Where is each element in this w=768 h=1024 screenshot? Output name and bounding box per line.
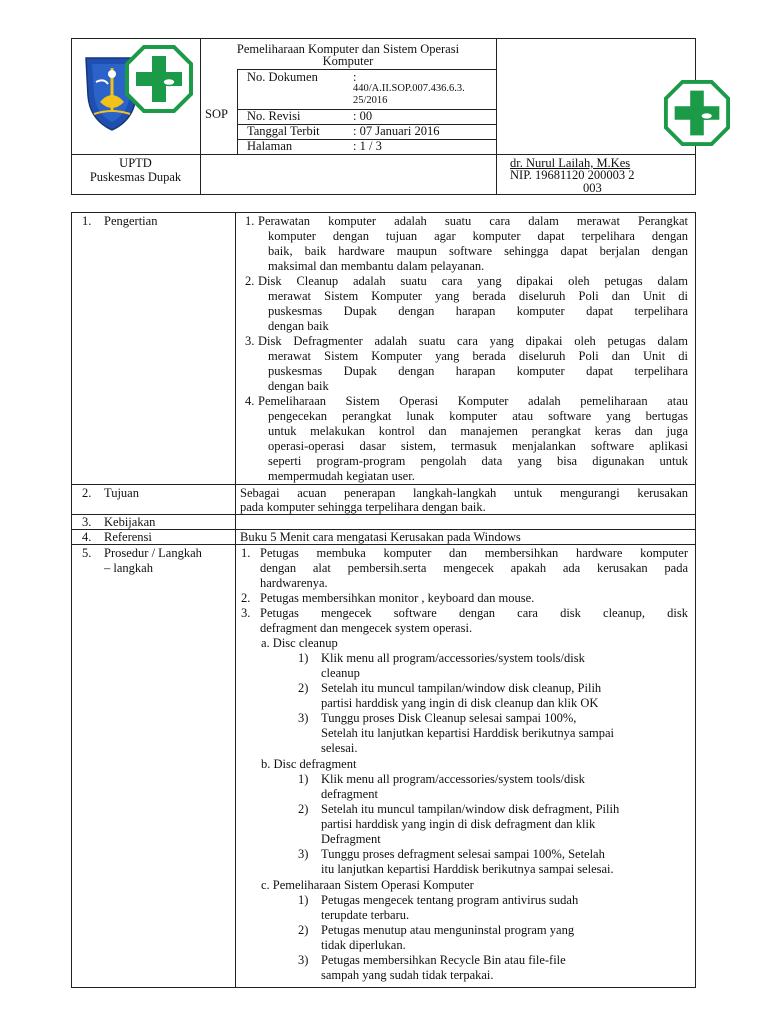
- list-line: cleanup: [321, 666, 360, 680]
- doc-title: Pemeliharaan Komputer dan Sistem Operasi: [236, 42, 460, 56]
- list-number: 1.: [245, 214, 255, 228]
- no-dokumen-label: No. Dokumen: [247, 70, 318, 84]
- list-line: merawat Sistem Komputer yang berada diseluruh Poli dan Unit di: [268, 289, 688, 303]
- no-revisi-value: : 00: [353, 109, 373, 123]
- list-number: 2.: [245, 274, 255, 288]
- list-line: dengan baik: [268, 379, 329, 393]
- list-line: sampah yang sudah tidak terpakai.: [321, 968, 494, 982]
- list-line: Petugas membersihkan monitor , keyboard dan mouse.: [260, 591, 535, 605]
- list-number: 3.: [241, 606, 251, 620]
- list-line: Defragment: [321, 832, 381, 846]
- list-line: Setelah itu muncul tampilan/window disk cleanup, Pilih: [321, 681, 602, 695]
- list-line: maksimal dan membantu dalam pelayanan.: [268, 259, 485, 273]
- list-line: Perawatan komputer adalah suatu cara dalam merawat Perangkat: [258, 214, 688, 228]
- tujuan-text-2: pada komputer sehingga terpelihara dengan baik.: [240, 500, 486, 514]
- list-line: Petugas mengecek tentang program antivirus sudah: [321, 893, 579, 907]
- list-line: baik, baik hardware maupun software sehingga dapat berjalan dengan: [268, 244, 688, 258]
- row-number: 4.: [82, 530, 92, 544]
- list-number: 2): [298, 923, 309, 937]
- list-line: pengecekan perangkat lunak komputer atau software yang bertugas: [268, 409, 688, 423]
- no-dokumen-value-2: 25/2016: [353, 95, 388, 106]
- no-revisi-label: No. Revisi: [247, 109, 301, 123]
- row-label-referensi: Referensi: [104, 530, 152, 544]
- list-line: untuk melakukan kontrol dan manajemen perangkat keras dan juga: [268, 424, 688, 438]
- list-line: puskesmas Dupak dengan harapan komputer dapat terpelihara: [268, 304, 688, 318]
- list-line: hardwarenya.: [260, 576, 328, 590]
- list-line: seperti program-program pengolah data yang bisa digunakan untuk: [268, 454, 688, 468]
- halaman-label: Halaman: [247, 139, 293, 153]
- list-line: Petugas menutup atau menguninstal program yang: [321, 923, 575, 937]
- sub-heading: a. Disc cleanup: [261, 636, 338, 650]
- tujuan-text: Sebagai acuan penerapan langkah-langkah untuk mengurangi kerusakan: [240, 486, 688, 500]
- list-number: 1): [298, 893, 309, 907]
- list-line: Tunggu proses defragment selesai sampai 100%, Setelah: [321, 847, 605, 861]
- list-line: partisi harddisk yang ingin di disk cleanup dan klik OK: [321, 696, 599, 710]
- doc-title-2: Komputer: [322, 54, 374, 68]
- list-line: Setelah itu muncul tampilan/window disk defragment, Pilih: [321, 802, 620, 816]
- no-dokumen-value: 440/A.II.SOP.007.436.6.3.: [353, 83, 465, 94]
- list-number: 2): [298, 681, 309, 695]
- signer-nip-2: 003: [583, 181, 602, 195]
- org-name: Puskesmas Dupak: [89, 170, 182, 184]
- list-line: dengan baik: [268, 319, 329, 333]
- list-line: Petugas membersihkan Recycle Bin atau file-file: [321, 953, 566, 967]
- list-number: 3): [298, 847, 309, 861]
- list-line: Petugas mengecek software dengan cara disk cleanup, disk: [260, 606, 688, 620]
- sop-label: SOP: [205, 107, 228, 121]
- row-number: 1.: [82, 214, 92, 228]
- tanggal-terbit-label: Tanggal Terbit: [247, 124, 320, 138]
- signer-name: dr. Nurul Lailah, M.Kes: [510, 156, 631, 170]
- list-line: mempermudah kegiatan user.: [268, 469, 415, 483]
- list-number: 4.: [245, 394, 255, 408]
- list-line: Klik menu all program/accessories/system tools/disk: [321, 772, 585, 786]
- list-line: Setelah itu lanjutkan kepartisi Harddisk berikutnya sampai: [321, 726, 614, 740]
- row-number: 3.: [82, 515, 92, 529]
- no-dokumen-sep: :: [353, 70, 357, 84]
- list-line: defragment dan mengecek system operasi.: [260, 621, 473, 635]
- list-line: Tunggu proses Disk Cleanup selesai sampai 100%,: [321, 711, 577, 725]
- list-line: Disk Cleanup adalah suatu cara yang dipakai oleh petugas dalam: [258, 274, 688, 288]
- list-line: Klik menu all program/accessories/system tools/disk: [321, 651, 585, 665]
- row-label-prosedur-2: – langkah: [104, 561, 153, 575]
- list-number: 1): [298, 651, 309, 665]
- sub-heading: b. Disc defragment: [261, 757, 357, 771]
- list-line: terupdate terbaru.: [321, 908, 410, 922]
- list-number: 3): [298, 953, 309, 967]
- list-line: puskesmas Dupak dengan harapan komputer dapat terpelihara: [268, 364, 688, 378]
- list-number: 3): [298, 711, 309, 725]
- list-number: 1.: [241, 546, 251, 560]
- signer-nip: NIP. 19681120 200003 2: [510, 168, 635, 182]
- tanggal-terbit-value: : 07 Januari 2016: [353, 124, 440, 138]
- referensi-text: Buku 5 Menit cara mengatasi Kerusakan pada Windows: [240, 530, 521, 544]
- row-label-prosedur: Prosedur / Langkah: [104, 546, 202, 560]
- list-number: 1): [298, 772, 309, 786]
- list-number: 2.: [241, 591, 251, 605]
- row-number: 5.: [82, 546, 92, 560]
- list-line: Petugas membuka komputer dan membersihkan hardware komputer: [260, 546, 688, 560]
- halaman-value: : 1 / 3: [353, 139, 382, 153]
- list-line: itu lanjutkan kepartisi Harddisk berikutnya sampai selesai.: [321, 862, 614, 876]
- row-number: 2.: [82, 486, 92, 500]
- list-number: 2): [298, 802, 309, 816]
- list-number: 3.: [245, 334, 255, 348]
- list-line: dengan alat pembersih.serta mengecek apakah ada kerusakan pada: [260, 561, 688, 575]
- list-line: partisi harddisk yang ingin di disk defragment dan klik: [321, 817, 596, 831]
- row-label-kebijakan: Kebijakan: [104, 515, 156, 529]
- list-line: operasi-operasi dasar sistem, termasuk menjalankan software aplikasi: [268, 439, 688, 453]
- list-line: Pemeliharaan Sistem Operasi Komputer adalah pemeliharaan atau: [258, 394, 688, 408]
- sub-heading: c. Pemeliharaan Sistem Operasi Komputer: [261, 878, 474, 892]
- row-label-pengertian: Pengertian: [104, 214, 158, 228]
- list-line: tidak diperlukan.: [321, 938, 406, 952]
- list-line: selesai.: [321, 741, 358, 755]
- list-line: komputer dengan tujuan agar komputer dapat terpelihara dengan: [268, 229, 688, 243]
- list-line: Disk Defragmenter adalah suatu cara yang dipakai oleh petugas dalam: [258, 334, 688, 348]
- row-label-tujuan: Tujuan: [104, 486, 139, 500]
- list-line: merawat Sistem Komputer yang berada diseluruh Poli dan Unit di: [268, 349, 688, 363]
- org-unit: UPTD: [119, 156, 152, 170]
- list-line: defragment: [321, 787, 378, 801]
